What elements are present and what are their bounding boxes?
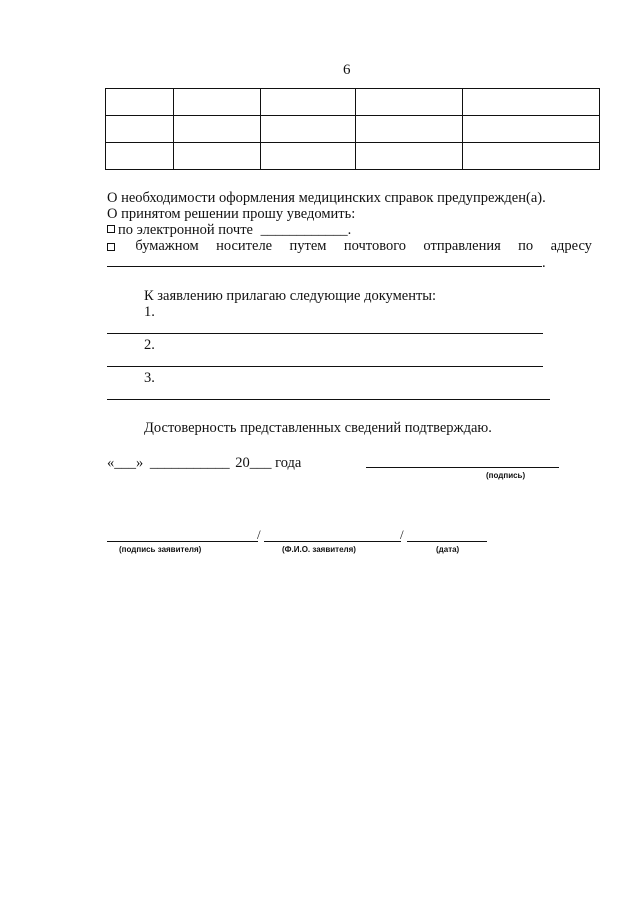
- attach-item-number: 2.: [144, 337, 155, 353]
- attach-item-number: 1.: [144, 304, 155, 320]
- attachment-field-2[interactable]: [107, 366, 543, 367]
- table-cell[interactable]: [356, 89, 463, 116]
- confirm-text: Достоверность представленных сведений подтверждаю.: [144, 420, 492, 436]
- table-row: [106, 89, 600, 116]
- table-cell[interactable]: [174, 89, 261, 116]
- page-number: 6: [343, 62, 351, 78]
- separator-slash: /: [257, 527, 261, 542]
- table-cell[interactable]: [174, 143, 261, 170]
- year-field[interactable]: ___: [249, 455, 272, 471]
- year-prefix: 20: [235, 455, 250, 471]
- attachment-field-1[interactable]: [107, 333, 543, 334]
- close-quote: »: [136, 455, 144, 471]
- option-paper-word: по: [518, 238, 534, 254]
- signature-caption: (подпись): [486, 471, 526, 480]
- option-paper-word: адресу: [550, 238, 592, 254]
- option-email-label: по электронной почте: [118, 222, 253, 238]
- option-paper-word: носителе: [216, 238, 273, 254]
- table-cell[interactable]: [261, 116, 356, 143]
- day-field[interactable]: ___: [114, 455, 136, 471]
- applicant-signature-caption: (подпись заявителя): [119, 545, 202, 554]
- signature-field[interactable]: [366, 467, 559, 468]
- attachment-field-3[interactable]: [107, 399, 550, 400]
- email-field[interactable]: ____________.: [260, 222, 352, 238]
- option-email: [107, 222, 351, 238]
- table-cell[interactable]: [261, 89, 356, 116]
- table-cell[interactable]: [106, 143, 174, 170]
- table-cell[interactable]: [174, 116, 261, 143]
- separator-slash: /: [400, 527, 404, 542]
- option-paper-word: путем: [289, 238, 327, 254]
- table-cell[interactable]: [261, 143, 356, 170]
- table-cell[interactable]: [463, 89, 600, 116]
- table-row: [106, 143, 600, 170]
- attach-item-number: 3.: [144, 370, 155, 386]
- applicant-name-field[interactable]: [264, 541, 401, 542]
- applicant-signature-field[interactable]: [107, 541, 258, 542]
- option-paper-word: бумажном: [135, 238, 199, 254]
- year-suffix: года: [275, 455, 302, 471]
- date-field[interactable]: [407, 541, 487, 542]
- paper-checkbox[interactable]: [107, 243, 115, 251]
- date-line: [107, 455, 301, 471]
- option-paper-word: отправления: [423, 238, 501, 254]
- address-period: .: [542, 255, 546, 271]
- address-field[interactable]: [107, 266, 542, 267]
- month-field[interactable]: ___________: [149, 455, 230, 471]
- option-paper-word: почтового: [343, 238, 407, 254]
- email-checkbox[interactable]: [107, 225, 115, 233]
- empty-table: [105, 88, 600, 170]
- table-cell[interactable]: [356, 143, 463, 170]
- table-cell[interactable]: [356, 116, 463, 143]
- applicant-name-caption: (Ф.И.О. заявителя): [282, 545, 356, 554]
- table-row: [106, 116, 600, 143]
- warning-text: О необходимости оформления медицинских справок предупрежден(а).: [107, 190, 546, 206]
- date-caption: (дата): [436, 545, 460, 554]
- notify-text: О принятом решении прошу уведомить:: [107, 206, 356, 222]
- attach-text: К заявлению прилагаю следующие документы:: [144, 288, 437, 304]
- table-cell[interactable]: [463, 116, 600, 143]
- table-cell[interactable]: [106, 89, 174, 116]
- table-cell[interactable]: [106, 116, 174, 143]
- open-quote: «: [107, 455, 115, 471]
- option-paper: [107, 238, 592, 254]
- table-cell[interactable]: [463, 143, 600, 170]
